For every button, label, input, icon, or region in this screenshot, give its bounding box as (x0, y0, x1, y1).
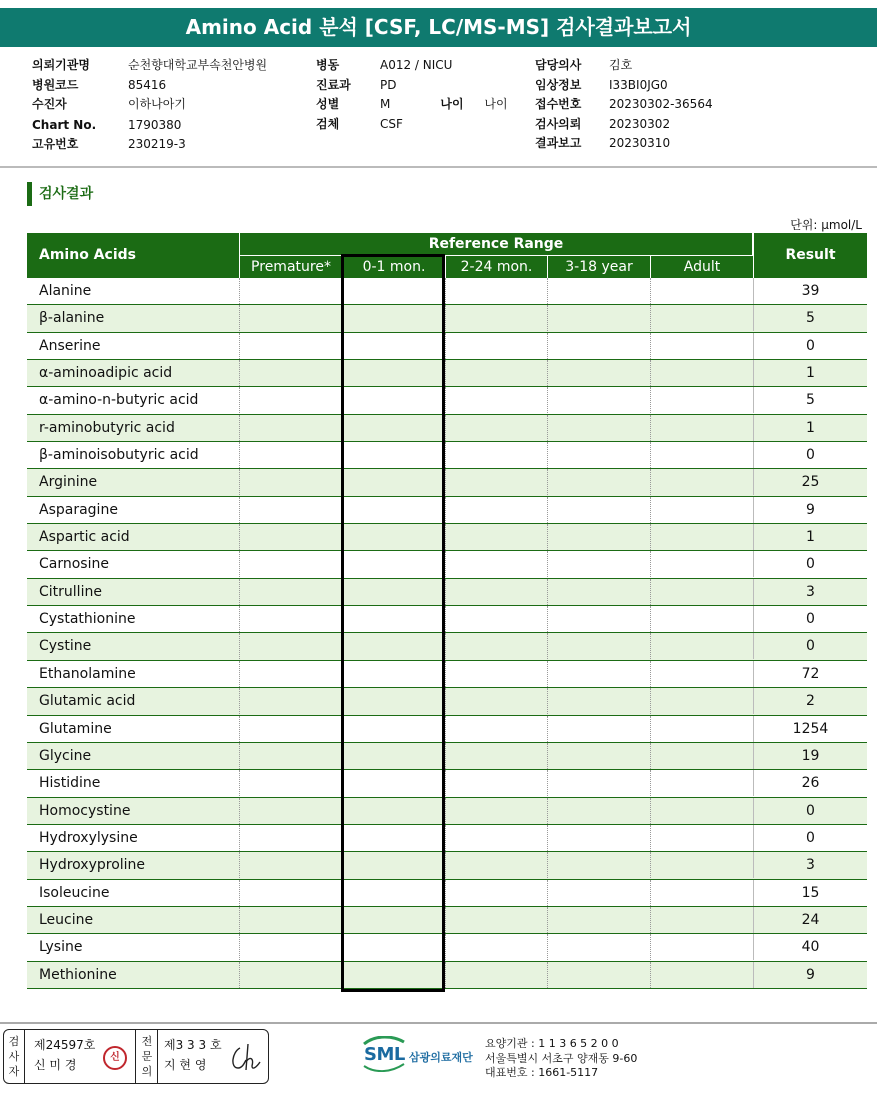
result-value: 9 (753, 497, 867, 523)
reference-cell (445, 770, 547, 796)
reference-cell (547, 524, 650, 550)
reference-cell (445, 497, 547, 523)
reference-cell (239, 360, 342, 386)
table-row (27, 852, 867, 879)
reference-cell (239, 962, 342, 988)
reference-cell (342, 852, 445, 878)
reference-cell (342, 688, 445, 714)
reference-cell (547, 469, 650, 495)
info-row (32, 56, 267, 76)
reference-cell (342, 278, 445, 304)
table-row (27, 880, 867, 907)
reference-cell (650, 934, 753, 960)
info-label: 의뢰기관명 (32, 58, 90, 72)
info-row (32, 76, 267, 96)
info-label: 수진자 (32, 97, 67, 111)
results-table (27, 233, 867, 989)
age-label: 나이 (440, 97, 464, 111)
reference-cell (445, 852, 547, 878)
reference-cell (342, 661, 445, 687)
header-result: Result (753, 233, 867, 278)
reference-cell (547, 606, 650, 632)
reference-cell (547, 907, 650, 933)
reference-cell (650, 825, 753, 851)
info-value: 순천향대학교부속천안병원 (128, 58, 268, 72)
reference-cell (650, 360, 753, 386)
info-label: 진료과 (316, 77, 351, 92)
header-ref-col: Adult (650, 256, 753, 278)
amino-acid-name: Carnosine (39, 556, 109, 573)
amino-acid-name: Asparagine (39, 501, 118, 518)
reference-cell (239, 278, 342, 304)
divider (157, 1030, 158, 1083)
header-ref-col: 0-1 mon. (342, 256, 445, 278)
result-value: 0 (753, 551, 867, 577)
table-row (27, 360, 867, 387)
reference-cell (650, 798, 753, 824)
reference-cell (445, 798, 547, 824)
result-value: 0 (753, 633, 867, 659)
reference-cell (650, 962, 753, 988)
reference-cell (239, 880, 342, 906)
reference-cell (445, 633, 547, 659)
amino-acid-name: r-aminobutyric acid (39, 419, 175, 436)
report-title: Amino Acid 분석 [CSF, LC/MS-MS] 검사결과보고서 (0, 8, 877, 47)
header-ref-col: 3-18 year (547, 256, 650, 278)
reference-cell (547, 305, 650, 331)
info-label: 담당의사 (535, 58, 582, 72)
age-value: 나이 (484, 97, 508, 111)
amino-acid-name: Hydroxyproline (39, 857, 146, 874)
footer-divider (0, 1022, 877, 1024)
result-value: 2 (753, 688, 867, 714)
reference-cell (342, 934, 445, 960)
table-body (27, 278, 867, 989)
patient-info-col2 (316, 56, 508, 134)
result-value: 0 (753, 798, 867, 824)
reference-cell (445, 743, 547, 769)
info-value: 20230302-36564 (609, 97, 713, 111)
reference-cell (342, 798, 445, 824)
reference-cell (547, 442, 650, 468)
reference-cell (445, 962, 547, 988)
reference-cell (342, 442, 445, 468)
table-row (27, 661, 867, 688)
reference-cell (547, 962, 650, 988)
examiner-label: 검 사 자 (8, 1035, 20, 1078)
amino-acid-name: β-aminoisobutyric acid (39, 447, 199, 464)
reference-cell (445, 661, 547, 687)
result-value: 19 (753, 743, 867, 769)
reference-cell (650, 606, 753, 632)
amino-acid-name: Homocystine (39, 802, 131, 819)
reference-cell (650, 852, 753, 878)
examiner-license: 제24597호 (34, 1038, 96, 1052)
table-header (27, 233, 867, 278)
info-label: 접수번호 (535, 97, 582, 111)
table-row (27, 333, 867, 360)
reference-cell (445, 606, 547, 632)
reference-cell (239, 305, 342, 331)
reference-cell (650, 661, 753, 687)
table-row (27, 633, 867, 660)
table-row (27, 606, 867, 633)
reference-cell (547, 688, 650, 714)
amino-acid-name: Anserine (39, 337, 101, 354)
reference-cell (445, 278, 547, 304)
info-value: 20230302 (609, 116, 671, 131)
table-row (27, 907, 867, 934)
info-label: 성별 (316, 97, 340, 111)
reference-cell (342, 880, 445, 906)
info-label: 병원코드 (32, 77, 79, 92)
reference-cell (650, 551, 753, 577)
reference-cell (650, 333, 753, 359)
info-label: 고유번호 (32, 137, 79, 151)
result-value: 9 (753, 962, 867, 988)
amino-acid-name: Aspartic acid (39, 529, 130, 546)
info-label: 임상정보 (535, 77, 582, 92)
reference-cell (445, 551, 547, 577)
reference-cell (650, 387, 753, 413)
reference-cell (342, 716, 445, 742)
info-row (32, 95, 267, 115)
table-row (27, 579, 867, 606)
info-row (535, 134, 713, 154)
reference-cell (445, 442, 547, 468)
foundation-name: 삼광의료재단 (409, 1051, 473, 1064)
table-row (27, 442, 867, 469)
result-value: 25 (753, 469, 867, 495)
reference-cell (342, 743, 445, 769)
amino-acid-name: Methionine (39, 966, 117, 983)
result-value: 0 (753, 333, 867, 359)
amino-acid-name: Glutamine (39, 720, 112, 737)
org-phone: 대표번호 : 1661-5117 (485, 1066, 599, 1079)
reference-cell (239, 415, 342, 441)
table-row (27, 278, 867, 305)
reference-cell (239, 743, 342, 769)
info-value: 85416 (128, 77, 167, 92)
result-value: 1254 (753, 716, 867, 742)
reference-cell (547, 278, 650, 304)
reference-cell (650, 305, 753, 331)
reference-cell (650, 770, 753, 796)
reference-cell (239, 633, 342, 659)
reference-cell (445, 907, 547, 933)
amino-acid-name: α-amino-n-butyric acid (39, 392, 199, 409)
header-reference-range: Reference Range (239, 233, 753, 256)
result-value: 24 (753, 907, 867, 933)
reference-cell (342, 305, 445, 331)
amino-acid-name: Lysine (39, 939, 83, 956)
reference-cell (547, 825, 650, 851)
specialist-label: 전 문 의 (141, 1035, 153, 1078)
table-row (27, 688, 867, 715)
info-value: PD (380, 77, 397, 92)
reference-cell (445, 688, 547, 714)
reference-cell (547, 716, 650, 742)
reference-cell (239, 688, 342, 714)
table-row (27, 387, 867, 414)
info-row (32, 135, 267, 155)
table-row (27, 716, 867, 743)
unit-label: 단위: µmol/L (790, 218, 862, 232)
reference-cell (239, 387, 342, 413)
reference-cell (650, 579, 753, 605)
reference-cell (239, 852, 342, 878)
amino-acid-name: Glutamic acid (39, 693, 136, 710)
result-value: 5 (753, 387, 867, 413)
result-value: 72 (753, 661, 867, 687)
reference-cell (547, 360, 650, 386)
info-value: A012 / NICU (380, 58, 453, 72)
info-value: 230219-3 (128, 137, 186, 151)
reference-cell (342, 579, 445, 605)
reference-cell (239, 442, 342, 468)
amino-acid-name: Hydroxylysine (39, 829, 138, 846)
amino-acid-name: Ethanolamine (39, 665, 136, 682)
reference-cell (445, 360, 547, 386)
reference-cell (239, 770, 342, 796)
info-row (535, 76, 713, 96)
reference-cell (547, 333, 650, 359)
reference-cell (547, 661, 650, 687)
amino-acid-name: Arginine (39, 474, 98, 491)
reference-cell (445, 524, 547, 550)
reference-cell (239, 497, 342, 523)
table-row (27, 770, 867, 797)
reference-cell (547, 934, 650, 960)
reference-cell (342, 770, 445, 796)
table-row (27, 825, 867, 852)
result-value: 15 (753, 880, 867, 906)
result-value: 0 (753, 825, 867, 851)
reference-cell (650, 497, 753, 523)
reference-cell (445, 333, 547, 359)
reference-cell (239, 934, 342, 960)
info-row (316, 56, 508, 76)
reference-cell (342, 524, 445, 550)
info-row (535, 56, 713, 76)
amino-acid-name: Leucine (39, 911, 94, 928)
header-ref-col: Premature* (239, 256, 342, 278)
specialist-name: 지 현 영 (164, 1058, 207, 1072)
reference-cell (547, 387, 650, 413)
reference-cell (239, 333, 342, 359)
reference-cell (547, 497, 650, 523)
reference-cell (650, 743, 753, 769)
reference-cell (239, 798, 342, 824)
reference-cell (445, 387, 547, 413)
header-ref-col: 2-24 mon. (445, 256, 547, 278)
result-value: 5 (753, 305, 867, 331)
reference-cell (342, 907, 445, 933)
table-row (27, 798, 867, 825)
reference-cell (239, 907, 342, 933)
specialist-license: 제3 3 3 호 (164, 1038, 222, 1052)
amino-acid-name: Glycine (39, 747, 92, 764)
reference-cell (650, 469, 753, 495)
info-row (32, 116, 267, 136)
reference-cell (547, 415, 650, 441)
result-value: 0 (753, 606, 867, 632)
info-value: 이하나아기 (128, 97, 186, 111)
divider (24, 1030, 25, 1083)
info-row (316, 115, 508, 135)
table-row (27, 934, 867, 961)
result-value: 1 (753, 360, 867, 386)
amino-acid-name: β-alanine (39, 310, 105, 327)
patient-info-col3 (535, 56, 713, 154)
info-value: 1790380 (128, 117, 182, 132)
amino-acid-name: Isoleucine (39, 884, 110, 901)
signature-box (3, 1029, 269, 1084)
info-label: 검체 (316, 116, 340, 131)
reference-cell (239, 661, 342, 687)
organization-info (485, 1037, 637, 1081)
section-title: 검사결과 (27, 182, 93, 206)
reference-cell (445, 305, 547, 331)
info-label: 결과보고 (535, 136, 582, 150)
reference-cell (547, 551, 650, 577)
reference-cell (342, 469, 445, 495)
result-value: 1 (753, 524, 867, 550)
reference-cell (342, 415, 445, 441)
org-address: 서울특별시 서초구 양재동 9-60 (485, 1051, 638, 1065)
header-amino-acids: Amino Acids (39, 247, 136, 263)
divider (135, 1030, 136, 1083)
reference-cell (445, 934, 547, 960)
reference-cell (650, 278, 753, 304)
reference-cell (445, 469, 547, 495)
reference-cell (547, 798, 650, 824)
reference-cell (239, 524, 342, 550)
reference-cell (342, 387, 445, 413)
table-row (27, 551, 867, 578)
reference-cell (650, 633, 753, 659)
info-value: M (380, 97, 391, 111)
table-row (27, 305, 867, 332)
org-code: 요양기관 : 1 1 3 6 5 2 0 0 (485, 1037, 619, 1050)
reference-cell (547, 579, 650, 605)
table-row (27, 497, 867, 524)
reference-cell (445, 825, 547, 851)
reference-cell (650, 524, 753, 550)
amino-acid-name: α-aminoadipic acid (39, 365, 173, 382)
amino-acid-name: Cystathionine (39, 611, 136, 628)
info-row (316, 76, 508, 96)
info-value: CSF (380, 116, 403, 131)
reference-cell (239, 579, 342, 605)
table-row (27, 469, 867, 496)
signature-icon (226, 1038, 266, 1078)
reference-cell (342, 360, 445, 386)
reference-cell (650, 415, 753, 441)
reference-cell (547, 743, 650, 769)
result-value: 39 (753, 278, 867, 304)
reference-cell (342, 633, 445, 659)
info-value: I33BI0JG0 (609, 77, 668, 92)
amino-acid-name: Cystine (39, 638, 92, 655)
result-value: 3 (753, 579, 867, 605)
reference-cell (650, 907, 753, 933)
reference-cell (445, 716, 547, 742)
reference-cell (239, 825, 342, 851)
reference-cell (547, 852, 650, 878)
reference-cell (547, 880, 650, 906)
reference-cell (650, 442, 753, 468)
info-label: 병동 (316, 58, 340, 72)
reference-cell (650, 688, 753, 714)
reference-cell (239, 716, 342, 742)
table-row (27, 524, 867, 551)
reference-cell (239, 551, 342, 577)
logo-text: SML (364, 1044, 405, 1065)
amino-acid-name: Histidine (39, 775, 101, 792)
examiner-name: 신 미 경 (34, 1058, 77, 1072)
reference-cell (342, 606, 445, 632)
reference-cell (342, 962, 445, 988)
info-row (535, 95, 713, 115)
reference-cell (342, 551, 445, 577)
info-value: 20230310 (609, 136, 671, 150)
result-value: 1 (753, 415, 867, 441)
info-label: Chart No. (32, 117, 97, 132)
reference-cell (445, 579, 547, 605)
table-row (27, 743, 867, 770)
table-row (27, 962, 867, 989)
result-value: 26 (753, 770, 867, 796)
reference-cell (239, 606, 342, 632)
info-value: 김호 (609, 58, 633, 72)
result-value: 3 (753, 852, 867, 878)
table-row (27, 415, 867, 442)
info-row (316, 95, 508, 115)
reference-cell (445, 415, 547, 441)
reference-cell (239, 469, 342, 495)
info-label: 검사의뢰 (535, 116, 582, 131)
reference-cell (650, 880, 753, 906)
header-divider (0, 166, 877, 168)
result-value: 40 (753, 934, 867, 960)
patient-info-col1 (32, 56, 267, 155)
reference-cell (445, 880, 547, 906)
reference-cell (342, 497, 445, 523)
reference-cell (650, 716, 753, 742)
result-value: 0 (753, 442, 867, 468)
info-row (535, 115, 713, 135)
reference-cell (342, 333, 445, 359)
reference-cell (342, 825, 445, 851)
amino-acid-name: Alanine (39, 283, 92, 299)
examiner-stamp: 신 (103, 1046, 127, 1070)
amino-acid-name: Citrulline (39, 583, 102, 600)
reference-cell (547, 633, 650, 659)
reference-cell (547, 770, 650, 796)
